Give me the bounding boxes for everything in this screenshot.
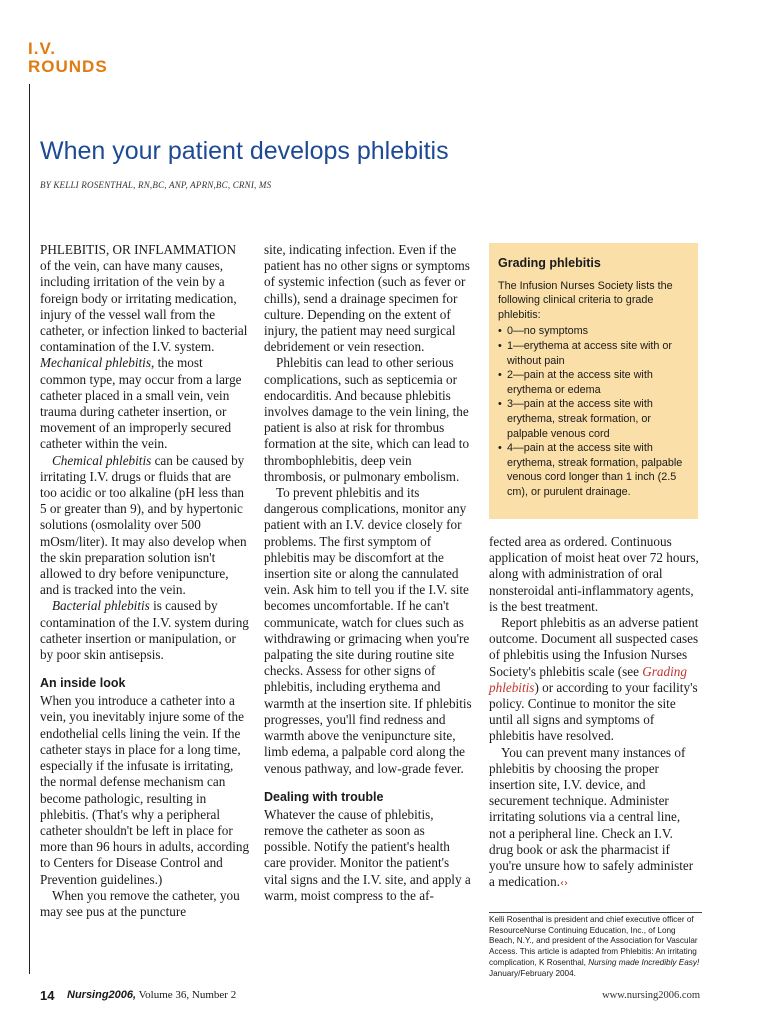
bullet-icon: • (498, 325, 502, 338)
paragraph: To prevent phlebitis and its dangerous complications, monitor any patient with an I.V. device closely for problems. The first symptom of phlebitis may be discomfort at the insertion site or along the cannulated vein. Ask him to tell you if the I.V. site becomes uncomfortable. If he can't communicate, watch for clues such as withdrawing or grimacing when you're palpating the site during routine site checks. Assess for other signs of phlebitis, including erythema and warmth at the insertion site. If phlebitis progresses, you'll find redness and warmth above the venipuncture site, limb edema, a palpable cord along the venous pathway, and low-grade fever. (264, 485, 472, 776)
list-item: • 0—no symptoms (498, 325, 589, 338)
page-footer (40, 988, 700, 1004)
paragraph: Whatever the cause of phlebitis, remove the catheter as soon as possible. Notify the patient's health care provider. Monitor the patient's vital signs and the I.V. site, and apply a warm, moist compress to the af- (264, 806, 471, 903)
bullet-icon: • (498, 398, 502, 411)
bullet-icon: • (498, 442, 502, 455)
subheading-dealing-with-trouble: Dealing with trouble (264, 789, 384, 804)
list-item: • 1—erythema at access site with or without pain (498, 339, 673, 367)
list-item: • 3—pain at the access site with erythema, streak formation, or palpable venous cord (498, 398, 653, 440)
paragraph: Phlebitis can lead to other serious complications, such as septicemia or endocarditis. And because phlebitis involves damage to the vein lining, the patient is also at risk for thrombus formation at the site, which can lead to thrombophlebitis, deep vein thrombosis, or pulmonary embolism. (264, 355, 470, 484)
subheading-inside-look: An inside look (40, 676, 126, 691)
paragraph: Report phlebitis as an adverse patient outcome. Document all suspected cases of phlebitis using the Infusion Nurses Society's phlebitis scale (see Grading phlebitis) or according to your facility's policy. Continue to monitor the site until all signs and symptoms of phlebitis have resolved. (489, 615, 699, 744)
bullet-icon: • (498, 369, 502, 382)
list-item: • 4—pain at the access site with erythema, streak formation, palpable venous cord longer than 1 inch (2.5 cm), or purulent drainage. (498, 442, 683, 498)
byline: BY KELLI ROSENTHAL, RN,BC, ANP, APRN,BC, CRNI, MS (40, 180, 272, 190)
magazine-info: Nursing2006, Volume 36, Number 2 (67, 989, 237, 1001)
column-3 (489, 534, 699, 892)
department-line-2: ROUNDS (28, 57, 108, 76)
sidebar-grading-phlebitis (489, 243, 698, 519)
vertical-rule (29, 84, 30, 974)
list-item: • 2—pain at the access site with erythema or edema (498, 369, 653, 396)
sidebar-link[interactable]: Grading phlebitis (489, 663, 687, 695)
grading-list (498, 324, 689, 499)
paragraph: PHLEBITIS, OR INFLAMMATION of the vein, can have many causes, including irritation of the vein by a foreign body or irritating medication, injury of the vessel wall from the catheter, or infection linked to bacterial contamination of the I.V. system. Mechanical phlebitis, the most common type, may occur from a large catheter placed in a small vein, vein trauma during catheter insertion, or movement of an improperly secured catheter within the vein. (40, 242, 248, 452)
paragraph: When you remove the catheter, you may see pus at the puncture (40, 887, 240, 919)
article-title: When your patient develops phlebitis (40, 137, 449, 165)
footer-url[interactable]: www.nursing2006.com (602, 990, 700, 1001)
paragraph: Chemical phlebitis can be caused by irritating I.V. drugs or fluids that are too acidic or too alkaline (pH less than 5 or greater than 9), and by hypertonic solutions (osmolality over 500 mOsm/liter). It may also develop when the skin preparation solution isn't allowed to dry before venipuncture, and is tracked into the vein. (40, 452, 247, 598)
column-1 (40, 242, 250, 920)
bullet-icon: • (498, 339, 502, 352)
paragraph: site, indicating infection. Even if the patient has no other signs or symptoms of systemic infection (such as fever or chills), send a drainage specimen for culture. Depending on the extent of injury, the patient may need surgical debridement or vein resection. (264, 242, 470, 355)
paragraph: Bacterial phlebitis is caused by contamination of the I.V. system during catheter insertion or manipulation, or by poor skin antisepsis. (40, 598, 249, 663)
sidebar-title: Grading phlebitis (498, 256, 601, 270)
paragraph: When you introduce a catheter into a vein, you inevitably injure some of the endothelial cells lining the vein. If the catheter stays in place for a long time, especially if the infusate is irritating, the normal defense mechanism can become pathologic, resulting in phlebitis. (That's why a peripheral catheter shouldn't be left in place for more than 96 hours in adults, according to Centers for Disease Control and Prevention guidelines.) (40, 693, 250, 887)
department-label (28, 40, 108, 76)
page-number: 14 (40, 988, 55, 1003)
lead-in: PHLEBITIS, OR INFLAMMATION (40, 242, 236, 257)
author-credit: Kelli Rosenthal is president and chief executive officer of ResourceNurse Continuing Education, Inc., of Long Beach, N.Y., and president of the Association for Vascular Access. This article is adapted from Phlebitis: An irritating complication, K Rosenthal, Nursing made Incredibly Easy! January/February 2004. (489, 912, 702, 979)
paragraph: fected area as ordered. Continuous application of moist heat over 72 hours, along with administration of oral nonsteroidal anti-inflammatory agents, is the best treatment. (489, 534, 699, 614)
department-line-1: I.V. (28, 39, 56, 58)
paragraph: You can prevent many instances of phlebitis by choosing the proper insertion site, I.V. device, and securement technique. Administer irritating solutions via a central line, not a peripheral line. Check an I.V. drug book or ask the pharmacist if you're unsure how to safely administer a medication.‹› (489, 744, 694, 890)
end-mark-icon: ‹› (560, 878, 569, 890)
column-2 (264, 242, 474, 904)
sidebar-intro: The Infusion Nurses Society lists the following clinical criteria to grade phlebitis: (498, 279, 673, 321)
